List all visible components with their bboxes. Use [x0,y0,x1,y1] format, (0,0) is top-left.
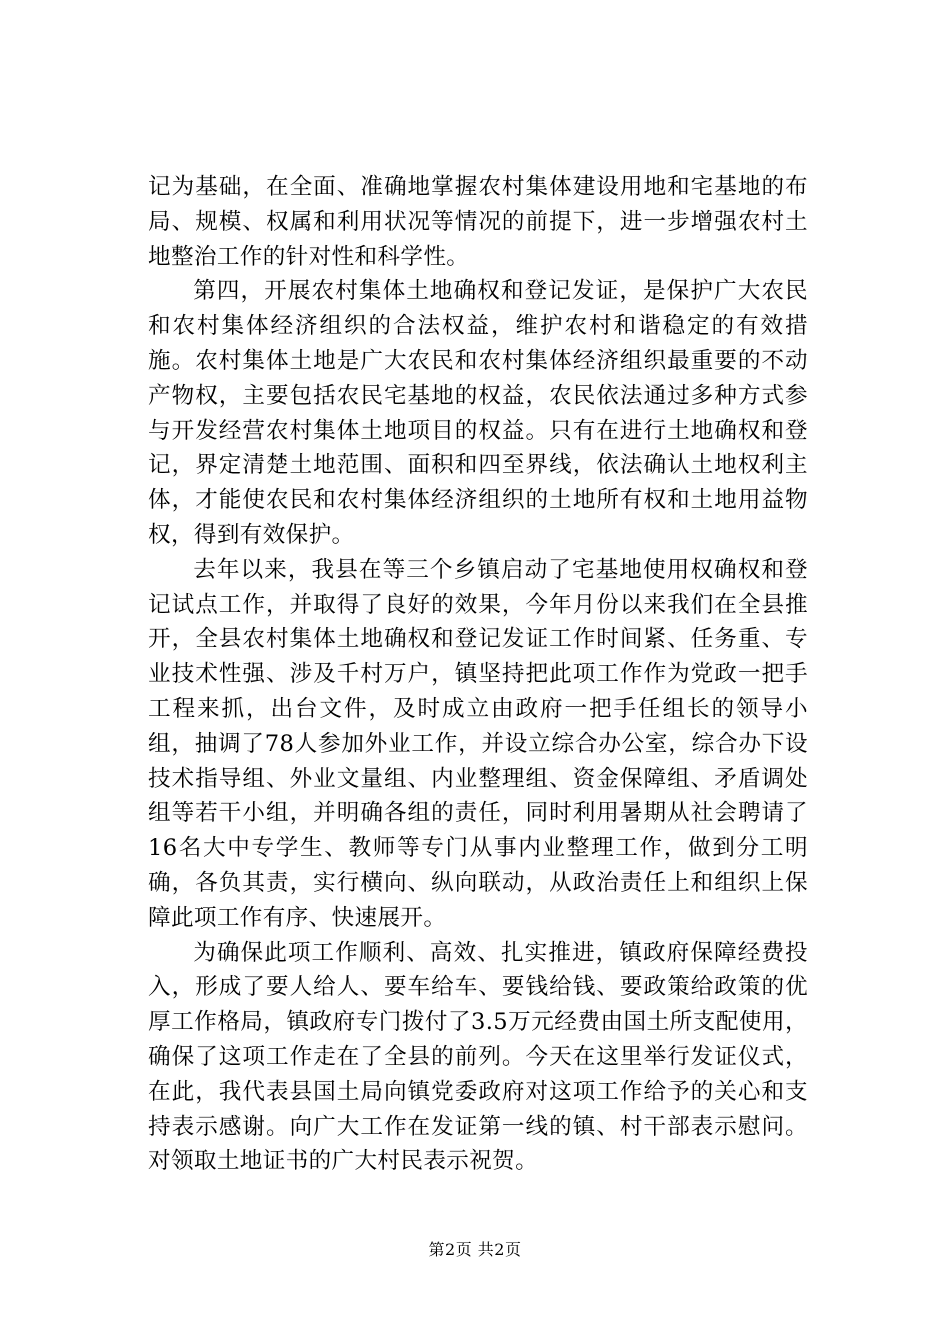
paragraph-funding: 为确保此项工作顺利、高效、扎实推进，镇政府保障经费投入，形成了要人给人、要车给车、要钱给钱、要政策给政策的优厚工作格局，镇政府专门拨付了3.5万元经费由国土所支配使用，确保了这项工作走在了全县的前列。今天在这里举行发证仪式，在此，我代表县国土局向镇党委政府对这项工作给予的关心和支持表示感谢。向广大工作在发证第一线的镇、村干部表示慰问。对领取土地证书的广大村民表示祝贺。 [148,939,808,1175]
paragraph-fourth-point: 第四，开展农村集体土地确权和登记发证，是保护广大农民和农村集体经济组织的合法权益，维护农村和谐稳定的有效措施。农村集体土地是广大农民和农村集体经济组织最重要的不动产物权，主要包括农民宅基地的权益，农民依法通过多种方式参与开发经营农村集体土地项目的权益。只有在进行土地确权和登记，界定清楚土地范围、面积和四至界线，依法确认土地权利主体，才能使农民和农村集体经济组织的土地所有权和土地用益物权，得到有效保护。 [148,278,808,548]
document-body [148,170,808,1179]
paragraph-since-last-year: 去年以来，我县在等三个乡镇启动了宅基地使用权确权和登记试点工作，并取得了良好的效果，今年月份以来我们在全县推开，全县农村集体土地确权和登记发证工作时间紧、任务重、专业技术性强、涉及千村万户，镇坚持把此项工作作为党政一把手工程来抓，出台文件，及时成立由政府一把手任组长的领导小组，抽调了78人参加外业工作，并设立综合办公室，综合办下设技术指导组、外业文量组、内业整理组、资金保障组、矛盾调处组等若干小组，并明确各组的责任，同时利用暑期从社会聘请了16名大中专学生、教师等专门从事内业整理工作，做到分工明确，各负其责，实行横向、纵向联动，从政治责任上和组织上保障此项工作有序、快速展开。 [148,556,808,931]
page-number-label: 第2页 共2页 [428,1240,522,1259]
page-footer [0,1240,950,1260]
paragraph-continuation: 记为基础，在全面、准确地掌握农村集体建设用地和宅基地的布局、规模、权属和利用状况等情况的前提下，进一步增强农村土地整治工作的针对性和科学性。 [148,174,808,270]
